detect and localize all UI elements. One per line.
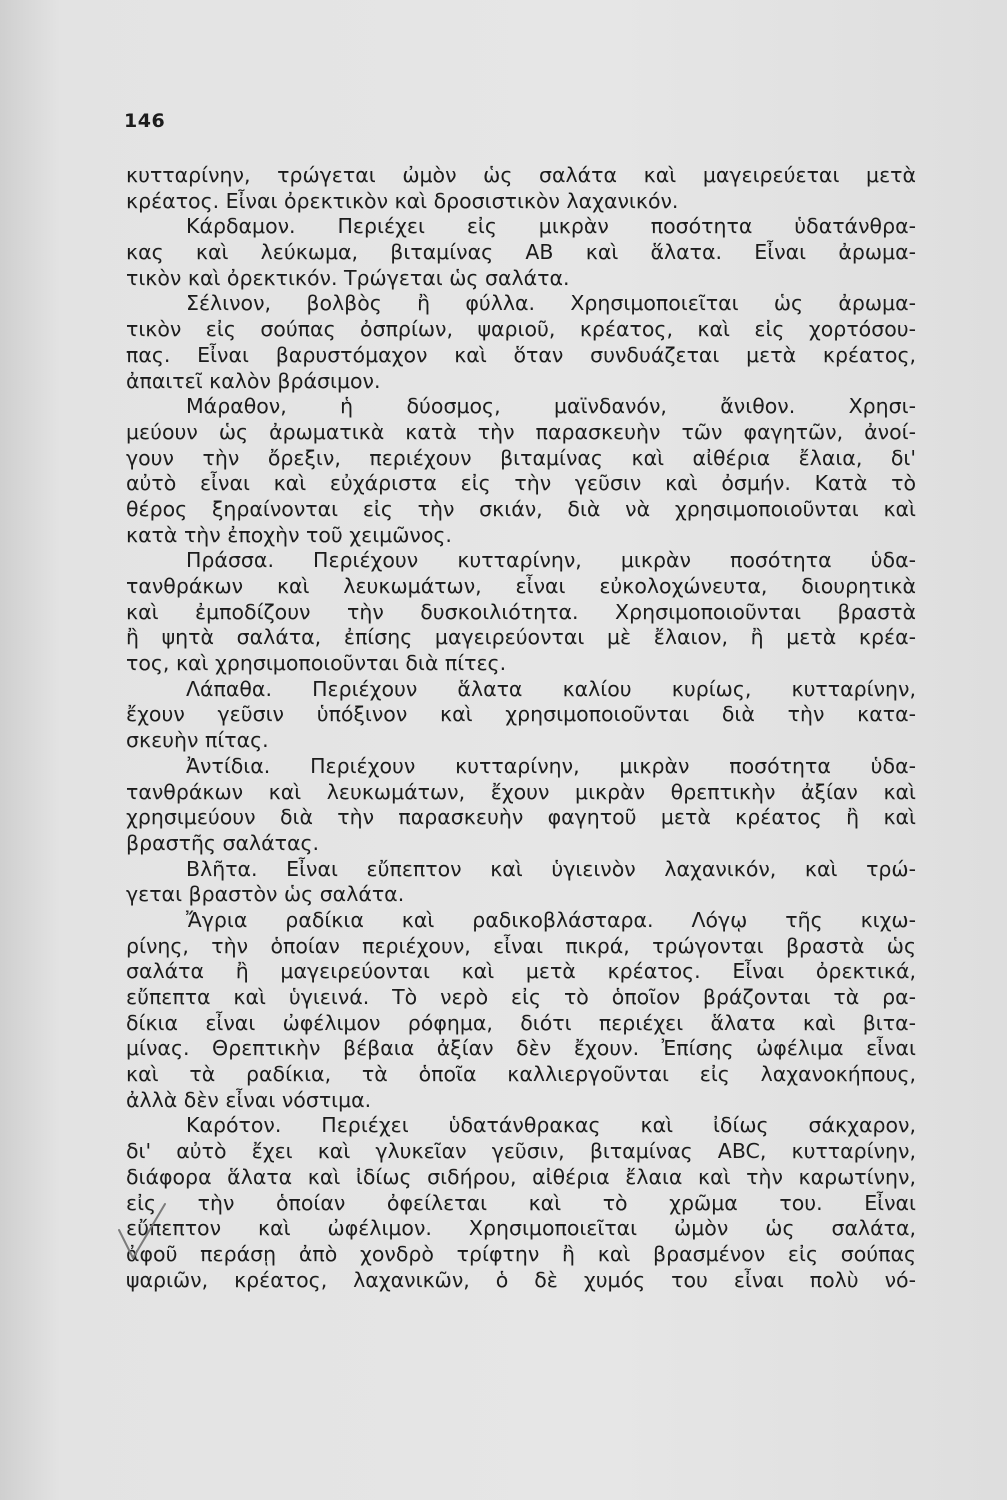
text-line: Σέλινον, βολβὸς ἢ φύλλα. Χρησιμοποιεῖται ὡς ἀρωμα- — [186, 291, 916, 316]
text-line: Πράσσα. Περιέχουν κυτταρίνην, μικρὰν ποσότητα ὑδα- — [186, 548, 916, 573]
text-line: ἀφοῦ περάσῃ ἀπὸ χονδρὸ τρίφτην ἢ καὶ βρασμένον εἰς σούπας — [126, 1241, 916, 1266]
text-line: γουν τὴν ὄρεξιν, περιέχουν βιταμίνας καὶ αἰθέρια ἔλαια, δι' — [126, 445, 916, 470]
text-line: δι' αὐτὸ ἔχει καὶ γλυκεῖαν γεῦσιν, βιταμίνας ABC, κυτταρίνην, — [126, 1139, 916, 1164]
text-line: Καρότον. Περιέχει ὑδατάνθρακας καὶ ἰδίως σάκχαρον, — [186, 1113, 916, 1138]
text-line: ἀλλὰ δὲν εἶναι νόστιμα. — [126, 1087, 372, 1112]
text-line: Βλῆτα. Εἶναι εὔπεπτον καὶ ὑγιεινὸν λαχανικόν, καὶ τρώ- — [186, 856, 916, 881]
text-line: Μάραθον, ἡ δύοσμος, μαϊνδανόν, ἄνιθον. Χρησι- — [186, 394, 916, 419]
text-line: εὔπεπτα καὶ ὑγιεινά. Τὸ νερὸ εἰς τὸ ὁποῖον βράζονται τὰ ρα- — [126, 985, 916, 1009]
text-line: τανθράκων καὶ λευκωμάτων, εἶναι εὐκολοχώνευτα, διουρητικὰ — [126, 574, 916, 598]
text-line: ἢ ψητὰ σαλάτα, ἐπίσης μαγειρεύονται μὲ ἔλαιον, ἢ μετὰ κρέα- — [126, 625, 916, 650]
text-line: καὶ τὰ ραδίκια, τὰ ὁποῖα καλλιεργοῦνται εἰς λαχανοκήπους, — [126, 1062, 916, 1087]
text-line: βραστῆς σαλάτας. — [126, 830, 320, 855]
text-line: δίκια εἶναι ὠφέλιμον ρόφημα, διότι περιέχει ἅλατα καὶ βιτα- — [126, 1010, 916, 1035]
text-line: αὐτὸ εἶναι καὶ εὐχάριστα εἰς τὴν γεῦσιν καὶ ὀσμήν. Κατὰ τὸ — [126, 471, 916, 496]
text-line: μεύουν ὡς ἀρωματικὰ κατὰ τὴν παρασκευὴν τῶν φαγητῶν, ἀνοί- — [126, 419, 916, 444]
text-line: εἰς τὴν ὁποίαν ὀφείλεται καὶ τὸ χρῶμα του. Εἶναι — [126, 1190, 916, 1215]
text-line: κατὰ τὴν ἐποχὴν τοῦ χειμῶνος. — [126, 522, 452, 547]
text-line: τανθράκων καὶ λευκωμάτων, ἔχουν μικρὰν θρεπτικὴν ἀξίαν καὶ — [126, 779, 916, 804]
text-line: γεται βραστὸν ὡς σαλάτα. — [126, 882, 405, 907]
text-line: θέρος ξηραίνονται εἰς τὴν σκιάν, διὰ νὰ χρησιμοποιοῦνται καὶ — [126, 496, 916, 521]
text-line: τος, καὶ χρησιμοποιοῦνται διὰ πίτες. — [126, 651, 507, 676]
body-text — [126, 163, 916, 1293]
text-line: ἀπαιτεῖ καλὸν βράσιμον. — [126, 368, 381, 393]
text-line: Ἄγρια ραδίκια καὶ ραδικοβλάσταρα. Λόγῳ τῆς κιχω- — [186, 907, 916, 932]
text-line: Λάπαθα. Περιέχουν ἅλατα καλίου κυρίως, κυτταρίνην, — [186, 676, 916, 701]
text-line: Ἀντίδια. Περιέχουν κυτταρίνην, μικρὰν ποσότητα ὑδα- — [186, 753, 916, 778]
text-line: ψαριῶν, κρέατος, λαχανικῶν, ὁ δὲ χυμός του εἶναι πολὺ νό- — [126, 1267, 916, 1292]
text-line: πας. Εἶναι βαρυστόμαχον καὶ ὅταν συνδυάζεται μετὰ κρέατος, — [126, 342, 916, 367]
text-line: χρησιμεύουν διὰ τὴν παρασκευὴν φαγητοῦ μετὰ κρέατος ἢ καὶ — [126, 805, 916, 830]
text-line: εὔπεπτον καὶ ὠφέλιμον. Χρησιμοποιεῖται ὠμὸν ὡς σαλάτα, — [126, 1216, 916, 1241]
text-line: τικὸν καὶ ὀρεκτικόν. Τρώγεται ὡς σαλάτα. — [126, 265, 570, 290]
text-line: ἔχουν γεῦσιν ὑπόξινον καὶ χρησιμοποιοῦνται διὰ τὴν κατα- — [126, 702, 916, 727]
text-line: Κάρδαμον. Περιέχει εἰς μικρὰν ποσότητα ὑδατάνθρα- — [186, 214, 916, 239]
text-line: καὶ ἐμποδίζουν τὴν δυσκοιλιότητα. Χρησιμοποιοῦνται βραστὰ — [126, 599, 916, 624]
text-line: κρέατος. Εἶναι ὀρεκτικὸν καὶ δροσιστικὸν λαχανικόν. — [126, 188, 679, 213]
text-line: διάφορα ἅλατα καὶ ἰδίως σιδήρου, αἰθέρια ἔλαια καὶ τὴν καρωτίνην, — [126, 1164, 916, 1189]
page-number: 146 — [124, 110, 166, 132]
text-line: σκευὴν πίτας. — [126, 728, 269, 753]
text-line: ρίνης, τὴν ὁποίαν περιέχουν, εἶναι πικρά, τρώγονται βραστὰ ὡς — [126, 933, 916, 958]
text-line: κυτταρίνην, τρώγεται ὠμὸν ὡς σαλάτα καὶ μαγειρεύεται μετὰ — [126, 163, 916, 187]
text-line: σαλάτα ἢ μαγειρεύονται καὶ μετὰ κρέατος. Εἶναι ὀρεκτικά, — [126, 959, 916, 984]
text-line: κας καὶ λεύκωμα, βιταμίνας ΑΒ καὶ ἅλατα. Εἶναι ἀρωμα- — [126, 240, 916, 265]
handwritten-check-mark-icon — [113, 1200, 183, 1270]
text-line: μίνας. Θρεπτικὴν βέβαια ἀξίαν δὲν ἔχουν. Ἐπίσης ὠφέλιμα εἶναι — [126, 1036, 916, 1061]
text-line: τικὸν εἰς σούπας ὀσπρίων, ψαριοῦ, κρέατος, καὶ εἰς χορτόσου- — [126, 317, 916, 342]
